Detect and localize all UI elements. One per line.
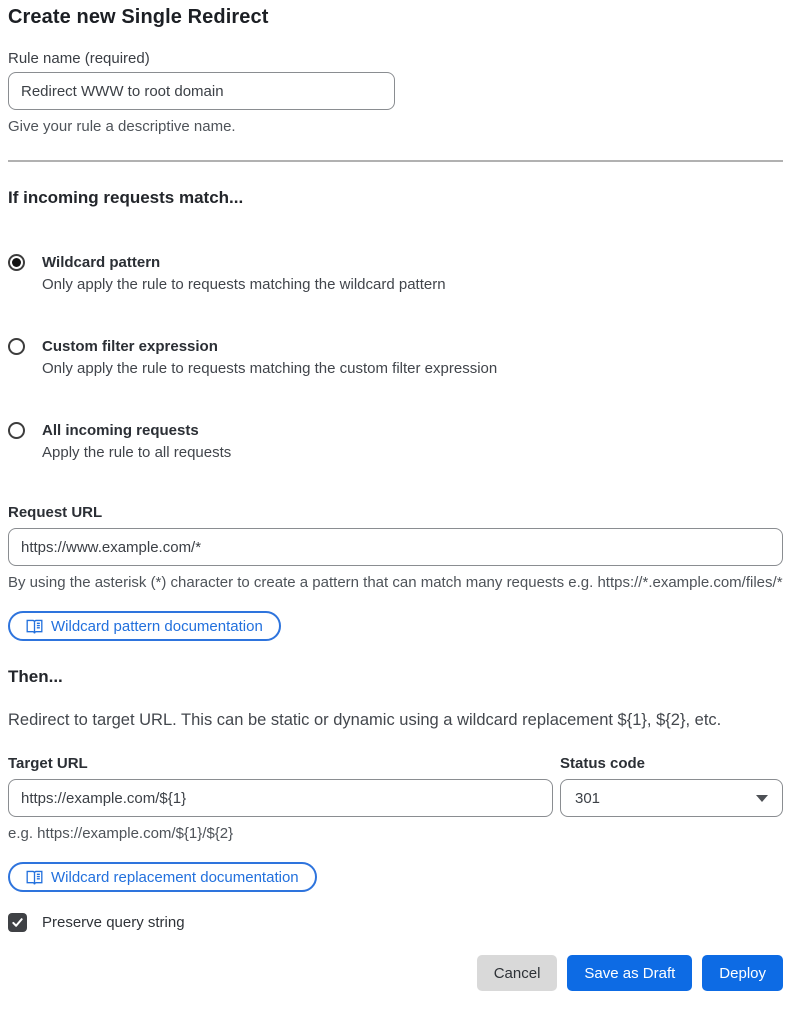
- preserve-query-label: Preserve query string: [42, 914, 185, 931]
- rule-name-input[interactable]: [8, 72, 395, 110]
- deploy-button[interactable]: Deploy: [702, 955, 783, 991]
- doc-button-label: Wildcard pattern documentation: [51, 617, 263, 635]
- status-code-value: 301: [575, 789, 601, 807]
- radio-option-wildcard-pattern[interactable]: [8, 252, 783, 296]
- status-code-select[interactable]: [560, 779, 783, 817]
- status-code-field: [560, 755, 783, 817]
- doc-button-label: Wildcard replacement documentation: [51, 868, 299, 886]
- save-as-draft-button[interactable]: Save as Draft: [567, 955, 692, 991]
- wildcard-replacement-doc-button[interactable]: [8, 862, 317, 892]
- radio-unselected-icon[interactable]: [8, 422, 25, 439]
- cancel-button[interactable]: Cancel: [477, 955, 558, 991]
- wildcard-pattern-doc-button[interactable]: [8, 611, 281, 641]
- radio-label: Wildcard pattern: [42, 254, 161, 271]
- status-code-label: Status code: [560, 755, 646, 772]
- book-icon: [26, 870, 43, 885]
- request-url-label: Request URL: [8, 504, 103, 521]
- request-url-help: By using the asterisk (*) character to create a pattern that can match many requests e.g. https://*.example.com/files/*: [8, 574, 783, 591]
- match-type-radio-group: [8, 252, 783, 464]
- book-icon: [26, 619, 43, 634]
- radio-unselected-icon[interactable]: [8, 338, 25, 355]
- then-section-heading: Then...: [8, 667, 63, 686]
- checkbox-checked-icon[interactable]: [8, 913, 27, 932]
- then-section-description: Redirect to target URL. This can be static or dynamic using a wildcard replacement ${1}, ${2}, etc.: [8, 711, 722, 729]
- check-icon: [11, 916, 24, 929]
- target-url-help: e.g. https://example.com/${1}/${2}: [8, 825, 234, 842]
- radio-label: Custom filter expression: [42, 338, 218, 355]
- target-url-label: Target URL: [8, 755, 88, 772]
- radio-label: All incoming requests: [42, 422, 199, 439]
- radio-option-custom-filter[interactable]: [8, 336, 783, 380]
- radio-option-all-requests[interactable]: [8, 420, 783, 464]
- target-url-field: [8, 755, 553, 817]
- radio-description: Only apply the rule to requests matching the wildcard pattern: [42, 276, 446, 293]
- footer-actions: [8, 955, 783, 991]
- target-status-row: [8, 755, 783, 817]
- rule-name-label: Rule name (required): [8, 50, 150, 67]
- section-divider: [8, 160, 783, 162]
- request-url-input[interactable]: [8, 528, 783, 566]
- target-url-input[interactable]: [8, 779, 553, 817]
- page-title: Create new Single Redirect: [8, 6, 269, 28]
- rule-name-help: Give your rule a descriptive name.: [8, 118, 236, 135]
- radio-selected-icon[interactable]: [8, 254, 25, 271]
- radio-description: Only apply the rule to requests matching the custom filter expression: [42, 360, 498, 377]
- radio-description: Apply the rule to all requests: [42, 444, 232, 461]
- caret-down-icon: [756, 795, 768, 802]
- match-section-heading: If incoming requests match...: [8, 188, 244, 207]
- preserve-query-checkbox-row[interactable]: [8, 913, 783, 932]
